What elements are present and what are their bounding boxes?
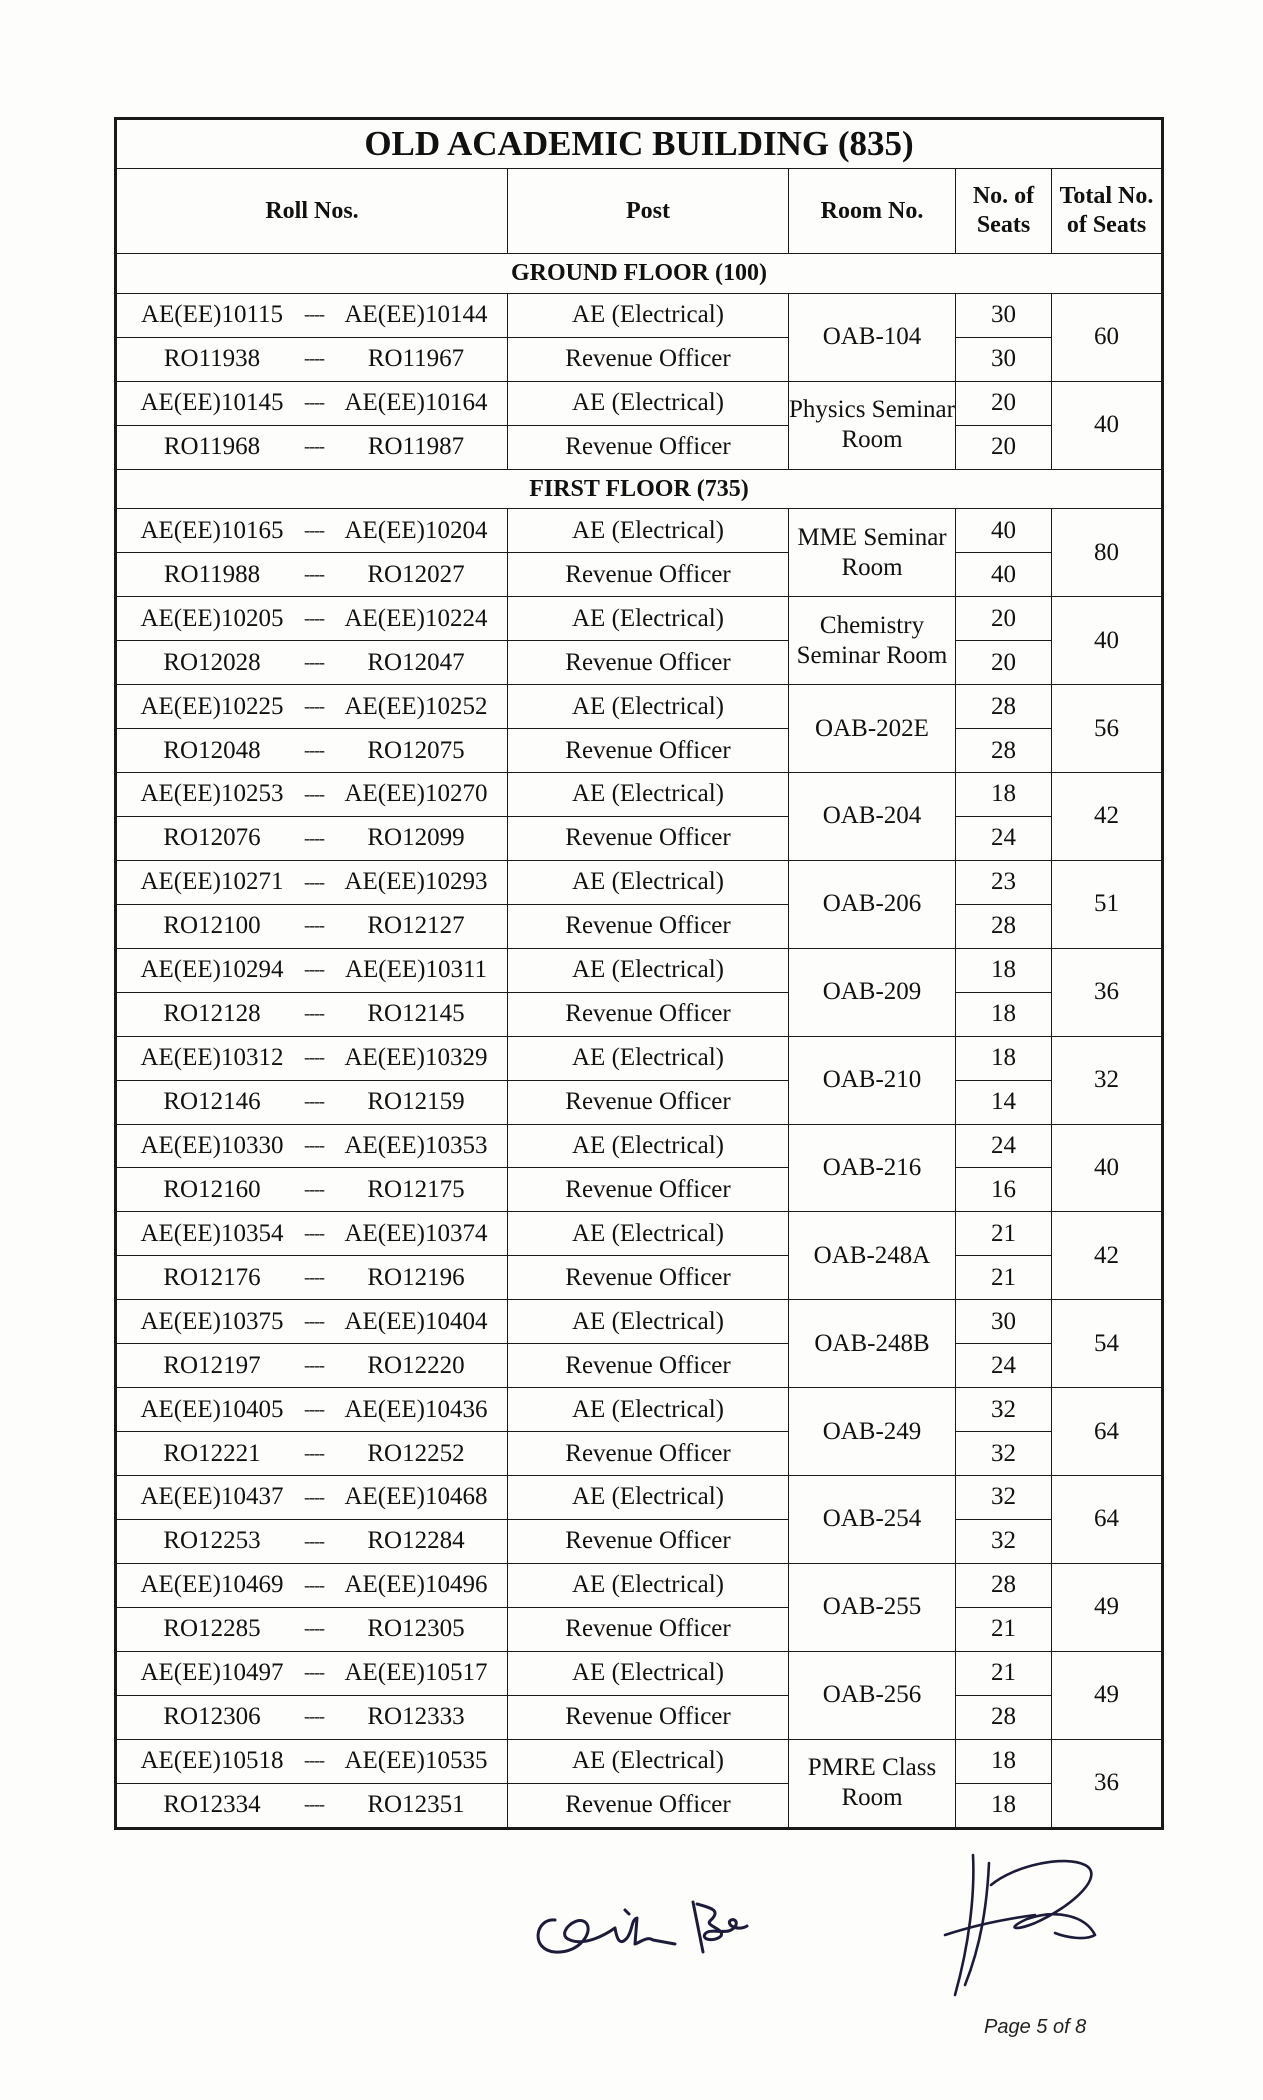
post-cell: AE (Electrical) <box>508 509 789 553</box>
roll-to: AE(EE)10270 <box>344 780 488 808</box>
room-cell: OAB-255 <box>789 1563 956 1651</box>
room-cell: OAB-254 <box>789 1476 956 1564</box>
range-separator: ---- <box>304 739 324 760</box>
range-separator: ---- <box>304 1179 324 1200</box>
table-row <box>116 509 1163 553</box>
post-cell: AE (Electrical) <box>508 1124 789 1168</box>
total-seats-cell: 40 <box>1052 597 1163 685</box>
table-row <box>116 685 1163 729</box>
seats-cell: 21 <box>956 1651 1052 1695</box>
building-title: OLD ACADEMIC BUILDING (835) <box>116 119 1163 169</box>
table-row <box>116 1080 1163 1124</box>
signature-right <box>935 1845 1125 2005</box>
post-cell: AE (Electrical) <box>508 1388 789 1432</box>
post-cell: Revenue Officer <box>508 553 789 597</box>
roll-range-cell <box>116 992 508 1036</box>
range-separator: ---- <box>304 1266 324 1287</box>
floor-title: FIRST FLOOR (735) <box>116 469 1163 509</box>
range-separator: ---- <box>304 651 324 672</box>
roll-range-cell <box>116 1519 508 1563</box>
roll-from: RO11968 <box>163 433 261 461</box>
table-row <box>116 597 1163 641</box>
room-cell: OAB-256 <box>789 1651 956 1739</box>
roll-from: RO12285 <box>163 1615 261 1643</box>
table-row <box>116 1344 1163 1388</box>
post-cell: Revenue Officer <box>508 992 789 1036</box>
roll-from: AE(EE)10225 <box>140 692 284 720</box>
range-separator: ---- <box>304 1574 324 1595</box>
range-separator: ---- <box>304 1135 324 1156</box>
roll-to: RO12099 <box>367 824 465 852</box>
range-separator: ---- <box>304 1398 324 1419</box>
room-cell: OAB-104 <box>789 293 956 381</box>
roll-range-cell <box>116 860 508 904</box>
roll-from: RO12221 <box>163 1439 261 1467</box>
table-row <box>116 1388 1163 1432</box>
table-row <box>116 293 1163 337</box>
roll-to: AE(EE)10252 <box>344 692 488 720</box>
roll-from: RO12100 <box>163 912 261 940</box>
room-cell: OAB-202E <box>789 685 956 773</box>
seats-cell: 28 <box>956 729 1052 773</box>
roll-to: AE(EE)10353 <box>344 1131 488 1159</box>
total-seats-cell: 42 <box>1052 773 1163 861</box>
roll-range-cell <box>116 425 508 469</box>
roll-to: AE(EE)10436 <box>344 1395 488 1423</box>
post-cell: AE (Electrical) <box>508 1739 789 1783</box>
seats-cell: 32 <box>956 1388 1052 1432</box>
roll-to: AE(EE)10204 <box>344 516 488 544</box>
roll-to: AE(EE)10404 <box>344 1307 488 1335</box>
table-row <box>116 641 1163 685</box>
seats-cell: 28 <box>956 904 1052 948</box>
roll-to: RO12075 <box>367 736 465 764</box>
header-room-no: Room No. <box>789 169 956 254</box>
table-row <box>116 1036 1163 1080</box>
total-seats-cell: 64 <box>1052 1476 1163 1564</box>
total-seats-cell: 49 <box>1052 1651 1163 1739</box>
roll-from: AE(EE)10312 <box>140 1044 284 1072</box>
total-seats-cell: 54 <box>1052 1300 1163 1388</box>
range-separator: ---- <box>304 520 324 541</box>
seats-cell: 16 <box>956 1168 1052 1212</box>
floor-row <box>116 253 1163 293</box>
roll-range-cell <box>116 948 508 992</box>
seats-cell: 18 <box>956 1783 1052 1828</box>
seats-cell: 32 <box>956 1519 1052 1563</box>
post-cell: AE (Electrical) <box>508 1563 789 1607</box>
roll-range-cell <box>116 1124 508 1168</box>
roll-range-cell <box>116 1080 508 1124</box>
roll-to: AE(EE)10374 <box>344 1219 488 1247</box>
roll-to: AE(EE)10164 <box>344 389 488 417</box>
seats-cell: 20 <box>956 425 1052 469</box>
roll-from: AE(EE)10145 <box>140 389 284 417</box>
total-seats-cell: 40 <box>1052 381 1163 469</box>
roll-to: AE(EE)10517 <box>344 1659 488 1687</box>
post-cell: Revenue Officer <box>508 1256 789 1300</box>
post-cell: AE (Electrical) <box>508 293 789 337</box>
roll-from: RO12028 <box>163 648 261 676</box>
room-cell: OAB-248A <box>789 1212 956 1300</box>
post-cell: Revenue Officer <box>508 1168 789 1212</box>
range-separator: ---- <box>304 827 324 848</box>
table-row <box>116 773 1163 817</box>
room-cell: OAB-210 <box>789 1036 956 1124</box>
roll-from: RO12253 <box>163 1527 261 1555</box>
page-number: Page 5 of 8 <box>984 2016 1087 2038</box>
seats-cell: 21 <box>956 1212 1052 1256</box>
roll-to: AE(EE)10496 <box>344 1571 488 1599</box>
roll-range-cell <box>116 509 508 553</box>
table-row <box>116 1739 1163 1783</box>
total-seats-cell: 60 <box>1052 293 1163 381</box>
table-row <box>116 948 1163 992</box>
range-separator: ---- <box>304 1003 324 1024</box>
table-row <box>116 1695 1163 1739</box>
total-seats-cell: 64 <box>1052 1388 1163 1476</box>
roll-range-cell <box>116 1563 508 1607</box>
table-row <box>116 860 1163 904</box>
roll-range-cell <box>116 641 508 685</box>
post-cell: Revenue Officer <box>508 1783 789 1828</box>
range-separator: ---- <box>304 915 324 936</box>
seats-cell: 30 <box>956 337 1052 381</box>
total-seats-cell: 80 <box>1052 509 1163 597</box>
roll-from: AE(EE)10205 <box>140 604 284 632</box>
post-cell: Revenue Officer <box>508 1344 789 1388</box>
roll-from: AE(EE)10271 <box>140 868 284 896</box>
roll-range-cell <box>116 1739 508 1783</box>
post-cell: AE (Electrical) <box>508 1651 789 1695</box>
roll-from: AE(EE)10294 <box>140 956 284 984</box>
roll-from: AE(EE)10330 <box>140 1131 284 1159</box>
range-separator: ---- <box>304 1794 324 1815</box>
roll-from: AE(EE)10354 <box>140 1219 284 1247</box>
roll-from: RO11988 <box>163 560 261 588</box>
post-cell: Revenue Officer <box>508 641 789 685</box>
roll-range-cell <box>116 1476 508 1520</box>
post-cell: Revenue Officer <box>508 1607 789 1651</box>
roll-from: AE(EE)10469 <box>140 1571 284 1599</box>
signature-left <box>525 1880 765 1970</box>
range-separator: ---- <box>304 392 324 413</box>
room-cell: OAB-204 <box>789 773 956 861</box>
roll-to: RO12127 <box>367 912 465 940</box>
room-cell: OAB-206 <box>789 860 956 948</box>
seats-cell: 23 <box>956 860 1052 904</box>
roll-range-cell <box>116 904 508 948</box>
roll-to: RO12159 <box>367 1088 465 1116</box>
roll-from: RO11938 <box>163 345 261 373</box>
seats-cell: 28 <box>956 1563 1052 1607</box>
roll-range-cell <box>116 773 508 817</box>
roll-from: RO12176 <box>163 1263 261 1291</box>
roll-range-cell <box>116 337 508 381</box>
roll-range-cell <box>116 685 508 729</box>
seats-cell: 18 <box>956 773 1052 817</box>
seats-cell: 18 <box>956 1739 1052 1783</box>
roll-from: RO12160 <box>163 1175 261 1203</box>
room-cell: MME Seminar Room <box>789 509 956 597</box>
table-row <box>116 1300 1163 1344</box>
total-seats-cell: 49 <box>1052 1563 1163 1651</box>
seating-plan-table <box>114 117 1164 1830</box>
post-cell: AE (Electrical) <box>508 860 789 904</box>
floor-title: GROUND FLOOR (100) <box>116 253 1163 293</box>
table-row <box>116 816 1163 860</box>
seats-cell: 20 <box>956 381 1052 425</box>
post-cell: Revenue Officer <box>508 1432 789 1476</box>
range-separator: ---- <box>304 1662 324 1683</box>
post-cell: Revenue Officer <box>508 1080 789 1124</box>
roll-to: RO12145 <box>367 1000 465 1028</box>
post-cell: AE (Electrical) <box>508 773 789 817</box>
table-row <box>116 1212 1163 1256</box>
range-separator: ---- <box>304 1354 324 1375</box>
roll-range-cell <box>116 1695 508 1739</box>
roll-to: AE(EE)10224 <box>344 604 488 632</box>
seats-cell: 24 <box>956 1344 1052 1388</box>
roll-range-cell <box>116 1212 508 1256</box>
roll-to: RO12252 <box>367 1439 465 1467</box>
roll-to: RO12220 <box>367 1351 465 1379</box>
roll-range-cell <box>116 1036 508 1080</box>
header-roll-nos: Roll Nos. <box>116 169 508 254</box>
roll-range-cell <box>116 597 508 641</box>
roll-to: AE(EE)10311 <box>344 956 488 984</box>
roll-range-cell <box>116 1168 508 1212</box>
seats-cell: 30 <box>956 1300 1052 1344</box>
post-cell: Revenue Officer <box>508 729 789 773</box>
roll-from: AE(EE)10115 <box>140 301 284 329</box>
roll-range-cell <box>116 381 508 425</box>
table-row <box>116 992 1163 1036</box>
room-cell: OAB-209 <box>789 948 956 1036</box>
seats-cell: 20 <box>956 641 1052 685</box>
table-row <box>116 337 1163 381</box>
roll-from: RO12146 <box>163 1088 261 1116</box>
roll-range-cell <box>116 1344 508 1388</box>
post-cell: Revenue Officer <box>508 337 789 381</box>
table-row <box>116 1563 1163 1607</box>
seats-cell: 30 <box>956 293 1052 337</box>
total-seats-cell: 40 <box>1052 1124 1163 1212</box>
roll-to: AE(EE)10293 <box>344 868 488 896</box>
roll-range-cell <box>116 1256 508 1300</box>
seats-cell: 18 <box>956 992 1052 1036</box>
total-seats-cell: 56 <box>1052 685 1163 773</box>
range-separator: ---- <box>304 871 324 892</box>
roll-range-cell <box>116 1607 508 1651</box>
roll-to: RO12351 <box>367 1791 465 1819</box>
roll-to: AE(EE)10144 <box>344 301 488 329</box>
roll-to: RO11987 <box>367 433 465 461</box>
roll-range-cell <box>116 1300 508 1344</box>
table-row <box>116 1519 1163 1563</box>
table-row <box>116 904 1163 948</box>
range-separator: ---- <box>304 563 324 584</box>
post-cell: Revenue Officer <box>508 816 789 860</box>
range-separator: ---- <box>304 1530 324 1551</box>
table-row <box>116 1476 1163 1520</box>
table-row <box>116 1432 1163 1476</box>
post-cell: AE (Electrical) <box>508 1212 789 1256</box>
seats-cell: 40 <box>956 553 1052 597</box>
total-seats-cell: 36 <box>1052 948 1163 1036</box>
table-row <box>116 1124 1163 1168</box>
roll-from: RO12197 <box>163 1351 261 1379</box>
range-separator: ---- <box>304 1618 324 1639</box>
roll-from: AE(EE)10518 <box>140 1747 284 1775</box>
roll-to: RO12027 <box>367 560 465 588</box>
post-cell: AE (Electrical) <box>508 597 789 641</box>
roll-from: RO12076 <box>163 824 261 852</box>
seats-cell: 28 <box>956 685 1052 729</box>
room-cell: Physics Seminar Room <box>789 381 956 469</box>
seats-cell: 40 <box>956 509 1052 553</box>
roll-range-cell <box>116 1388 508 1432</box>
roll-from: RO12128 <box>163 1000 261 1028</box>
seats-cell: 32 <box>956 1476 1052 1520</box>
seats-cell: 18 <box>956 948 1052 992</box>
roll-to: RO12284 <box>367 1527 465 1555</box>
post-cell: AE (Electrical) <box>508 948 789 992</box>
total-seats-cell: 32 <box>1052 1036 1163 1124</box>
post-cell: AE (Electrical) <box>508 685 789 729</box>
roll-to: RO12175 <box>367 1175 465 1203</box>
table-row <box>116 425 1163 469</box>
roll-range-cell <box>116 553 508 597</box>
post-cell: Revenue Officer <box>508 904 789 948</box>
header-row <box>116 169 1163 254</box>
range-separator: ---- <box>304 1091 324 1112</box>
table-row <box>116 1168 1163 1212</box>
roll-range-cell <box>116 729 508 773</box>
table-row <box>116 729 1163 773</box>
seats-cell: 14 <box>956 1080 1052 1124</box>
post-cell: Revenue Officer <box>508 1695 789 1739</box>
range-separator: ---- <box>304 1486 324 1507</box>
table-row <box>116 1607 1163 1651</box>
post-cell: Revenue Officer <box>508 425 789 469</box>
total-seats-cell: 42 <box>1052 1212 1163 1300</box>
total-seats-cell: 51 <box>1052 860 1163 948</box>
range-separator: ---- <box>304 607 324 628</box>
roll-to: RO12047 <box>367 648 465 676</box>
roll-range-cell <box>116 816 508 860</box>
table-row <box>116 553 1163 597</box>
range-separator: ---- <box>304 348 324 369</box>
roll-from: RO12334 <box>163 1791 261 1819</box>
table-body <box>116 119 1163 1829</box>
range-separator: ---- <box>304 695 324 716</box>
roll-from: AE(EE)10253 <box>140 780 284 808</box>
seats-cell: 24 <box>956 816 1052 860</box>
roll-from: RO12048 <box>163 736 261 764</box>
header-total-seats: Total No. of Seats <box>1052 169 1163 254</box>
roll-from: AE(EE)10375 <box>140 1307 284 1335</box>
room-cell: OAB-249 <box>789 1388 956 1476</box>
seats-cell: 24 <box>956 1124 1052 1168</box>
total-seats-cell: 36 <box>1052 1739 1163 1828</box>
range-separator: ---- <box>304 1223 324 1244</box>
roll-to: RO12305 <box>367 1615 465 1643</box>
seats-cell: 21 <box>956 1607 1052 1651</box>
roll-range-cell <box>116 293 508 337</box>
roll-range-cell <box>116 1432 508 1476</box>
post-cell: AE (Electrical) <box>508 1300 789 1344</box>
range-separator: ---- <box>304 436 324 457</box>
table-row <box>116 1256 1163 1300</box>
seats-cell: 18 <box>956 1036 1052 1080</box>
roll-from: AE(EE)10165 <box>140 516 284 544</box>
roll-from: AE(EE)10437 <box>140 1483 284 1511</box>
seats-cell: 28 <box>956 1695 1052 1739</box>
post-cell: AE (Electrical) <box>508 1036 789 1080</box>
roll-to: AE(EE)10329 <box>344 1044 488 1072</box>
range-separator: ---- <box>304 1706 324 1727</box>
roll-range-cell <box>116 1783 508 1828</box>
roll-to: RO11967 <box>367 345 465 373</box>
post-cell: AE (Electrical) <box>508 381 789 425</box>
seats-cell: 21 <box>956 1256 1052 1300</box>
range-separator: ---- <box>304 783 324 804</box>
roll-from: RO12306 <box>163 1703 261 1731</box>
room-cell: PMRE Class Room <box>789 1739 956 1828</box>
range-separator: ---- <box>304 304 324 325</box>
range-separator: ---- <box>304 959 324 980</box>
seats-cell: 32 <box>956 1432 1052 1476</box>
roll-from: AE(EE)10497 <box>140 1659 284 1687</box>
range-separator: ---- <box>304 1442 324 1463</box>
room-cell: Chemistry Seminar Room <box>789 597 956 685</box>
roll-to: AE(EE)10535 <box>344 1747 488 1775</box>
roll-range-cell <box>116 1651 508 1695</box>
table-row <box>116 1783 1163 1828</box>
room-cell: OAB-248B <box>789 1300 956 1388</box>
roll-from: AE(EE)10405 <box>140 1395 284 1423</box>
table-row <box>116 381 1163 425</box>
table-row <box>116 1651 1163 1695</box>
header-post: Post <box>508 169 789 254</box>
seats-cell: 20 <box>956 597 1052 641</box>
room-cell: OAB-216 <box>789 1124 956 1212</box>
post-cell: AE (Electrical) <box>508 1476 789 1520</box>
floor-row <box>116 469 1163 509</box>
roll-to: RO12333 <box>367 1703 465 1731</box>
header-no-of-seats: No. of Seats <box>956 169 1052 254</box>
range-separator: ---- <box>304 1047 324 1068</box>
roll-to: RO12196 <box>367 1263 465 1291</box>
range-separator: ---- <box>304 1310 324 1331</box>
range-separator: ---- <box>304 1750 324 1771</box>
roll-to: AE(EE)10468 <box>344 1483 488 1511</box>
post-cell: Revenue Officer <box>508 1519 789 1563</box>
